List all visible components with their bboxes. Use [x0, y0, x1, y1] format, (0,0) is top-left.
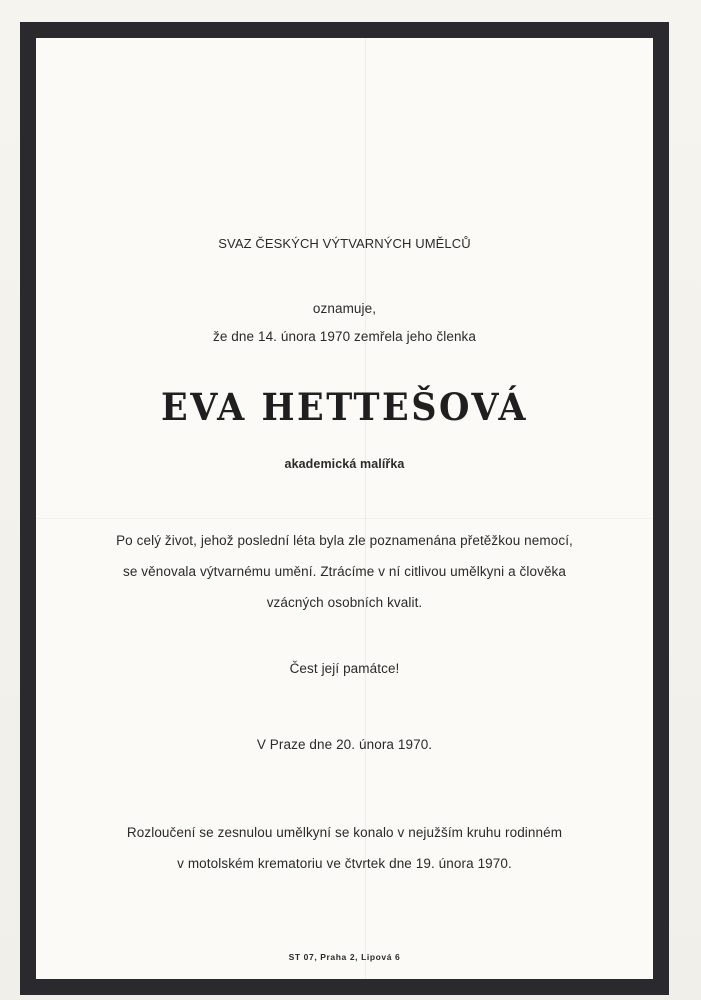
paragraph-line: se věnovala výtvarnému umění. Ztrácíme v ní citlivou umělkyni a člověka — [122, 564, 567, 579]
tribute-text: Čest její památce! — [289, 661, 400, 676]
mourning-border — [20, 22, 669, 995]
farewell-paragraph — [36, 817, 653, 879]
announce-text: oznamuje, — [312, 301, 377, 316]
organization-name: SVAZ ČESKÝCH VÝTVARNÝCH UMĚLCŮ — [218, 236, 471, 251]
fold-crease-horizontal — [36, 518, 653, 519]
paragraph-line: Po celý život, jehož poslední léta byla zle poznamenána přetěžkou nemocí, — [116, 533, 573, 548]
printer-imprint: ST 07, Praha 2, Lipová 6 — [288, 952, 401, 962]
deceased-name: EVA HETTEŠOVÁ — [161, 385, 528, 430]
paragraph-line: vzácných osobních kvalit. — [266, 595, 423, 610]
deceased-profession: akademická malířka — [284, 457, 405, 471]
memorial-paragraph — [36, 525, 653, 618]
farewell-line: v motolském krematoriu ve čtvrtek dne 19. února 1970. — [177, 856, 512, 871]
place-and-date: V Praze dne 20. února 1970. — [256, 737, 433, 752]
farewell-line: Rozloučení se zesnulou umělkyní se konalo v nejužším kruhu rodinném — [126, 825, 563, 840]
death-date-line: že dne 14. února 1970 zemřela jeho členka — [212, 329, 477, 344]
